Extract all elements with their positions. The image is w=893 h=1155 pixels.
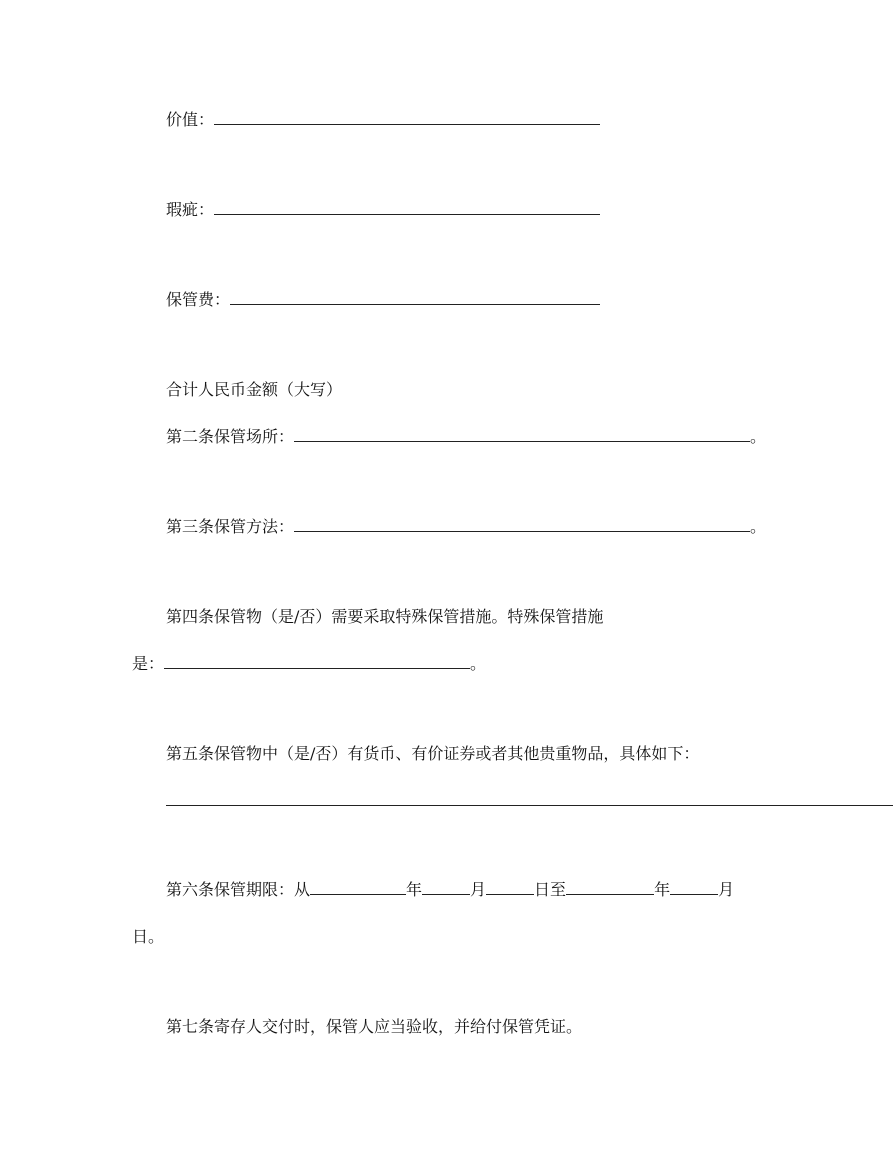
article-3-end: 。	[750, 517, 767, 536]
fee-field	[166, 290, 600, 310]
article-4-line-2	[132, 654, 486, 674]
start-year-label: 年	[406, 880, 423, 899]
article-2-label: 第二条保管场所：	[166, 427, 295, 446]
article-6-prefix: 第六条保管期限：从	[166, 880, 311, 899]
article-5-blank[interactable]	[166, 805, 893, 806]
start-month-label: 月	[470, 880, 487, 899]
article-6-day-end: 日。	[132, 927, 165, 946]
article-4-blank[interactable]	[164, 654, 470, 669]
article-3-label: 第三条保管方法：	[166, 517, 295, 536]
article-4-text: 第四条保管物（是/否）需要采取特殊保管措施。特殊保管措施	[166, 607, 604, 626]
start-month-blank[interactable]	[422, 880, 470, 895]
flaw-field	[166, 200, 600, 220]
article-2-blank[interactable]	[294, 427, 750, 442]
total-amount-line	[166, 380, 342, 400]
value-field	[166, 110, 600, 130]
article-7-text: 第七条寄存人交付时，保管人应当验收，并给付保管凭证。	[166, 1017, 583, 1036]
fee-blank[interactable]	[230, 290, 600, 305]
flaw-blank[interactable]	[214, 200, 600, 215]
start-day-to-label: 日至	[534, 880, 567, 899]
total-label: 合计人民币金额（大写）	[166, 380, 343, 399]
end-year-blank[interactable]	[566, 880, 654, 895]
end-month-blank[interactable]	[670, 880, 718, 895]
end-year-label: 年	[654, 880, 671, 899]
start-day-blank[interactable]	[486, 880, 534, 895]
end-month-label: 月	[718, 880, 735, 899]
article-7	[166, 1017, 582, 1037]
value-label: 价值：	[166, 110, 215, 129]
flaw-label: 瑕疵：	[166, 200, 215, 219]
article-6-line-1	[166, 880, 734, 900]
value-blank[interactable]	[214, 110, 600, 125]
article-2-end: 。	[750, 427, 767, 446]
article-4-end: 。	[470, 654, 487, 673]
article-4-prefix: 是：	[132, 654, 165, 673]
article-2	[166, 427, 766, 447]
fee-label: 保管费：	[166, 290, 231, 309]
article-4-line-1	[166, 607, 603, 627]
article-3	[166, 517, 766, 537]
article-5-text: 第五条保管物中（是/否）有货币、有价证券或者其他贵重物品，具体如下：	[166, 744, 700, 763]
article-5	[166, 744, 699, 764]
start-year-blank[interactable]	[310, 880, 406, 895]
article-6-line-2	[132, 927, 164, 947]
article-3-blank[interactable]	[294, 517, 750, 532]
